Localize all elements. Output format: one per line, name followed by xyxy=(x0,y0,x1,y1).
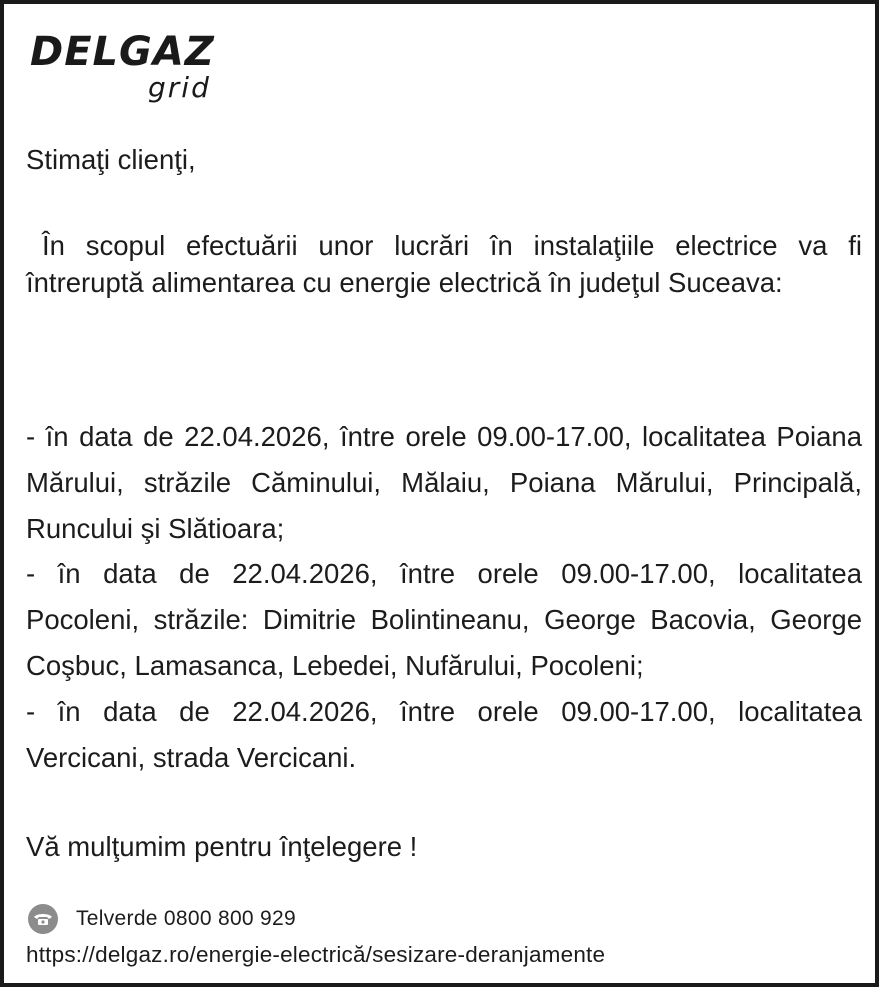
logo-wordmark: DELGAZ xyxy=(30,29,215,75)
phone-line xyxy=(28,904,296,934)
thanks-message: Vă mulţumim pentru înţelegere ! xyxy=(26,831,418,862)
phone-number: Telverde 0800 800 929 xyxy=(76,907,296,930)
intro-paragraph xyxy=(26,227,862,301)
intro-text: În scopul efectuării unor lucrări în instalaţiile electrice va fi întreruptă alimentarea cu energie electrică în judeţul Suceava: xyxy=(26,230,862,298)
logo-subtitle: grid xyxy=(148,71,211,104)
outage-item-3: - în data de 22.04.2026, între orele 09.00-17.00, localitatea Vercicani, strada Vercicani. xyxy=(26,695,862,773)
outage-item-1: - în data de 22.04.2026, între orele 09.00-17.00, localitatea Poiana Mărului, străzile Căminului, Mălaiu, Poiana Mărului, Principală, Runcului şi Slătioara; xyxy=(26,421,862,544)
report-url[interactable]: https://delgaz.ro/energie-electrică/sesizare-deranjamente xyxy=(26,942,606,967)
outage-list xyxy=(26,414,862,780)
greeting: Stimaţi clienţi, xyxy=(26,144,196,175)
outage-item-2: - în data de 22.04.2026, între orele 09.00-17.00, localitatea Pocoleni, străzile: Dimitrie Bolintineanu, George Bacovia, George Coşbuc, Lamasanca, Lebedei, Nufărului, Pocoleni; xyxy=(26,558,862,681)
telephone-icon xyxy=(28,904,58,934)
delgaz-grid-logo xyxy=(30,30,250,108)
